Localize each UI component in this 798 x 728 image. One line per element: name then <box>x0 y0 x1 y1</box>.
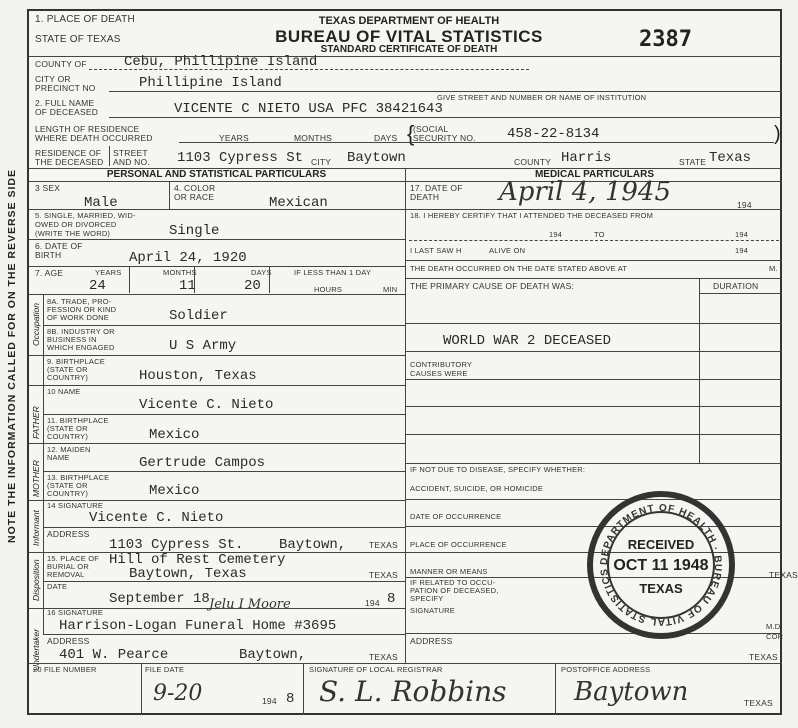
dob-label-1: 6. DATE OF <box>35 241 83 251</box>
dod-label-2: DEATH <box>410 192 440 202</box>
res-city-label: CITY <box>311 157 332 167</box>
md-label: M.D. <box>766 622 783 631</box>
name-label-2: OF DECEASED <box>35 107 99 117</box>
mother-birthplace-value: Mexico <box>149 483 200 499</box>
dod-label-1: 17. DATE OF <box>410 183 463 193</box>
maiden-label-1: 12. MAIDEN <box>47 445 91 454</box>
mother-side-label: MOTHER <box>31 460 41 497</box>
industry-label-1: 8B. INDUSTRY OR <box>47 327 115 336</box>
father-birthplace-label-3: COUNTRY) <box>47 432 89 441</box>
days-label: DAYS <box>374 133 398 143</box>
marital-label-3: (WRITE THE WORD) <box>35 229 111 238</box>
related-label-1: IF RELATED TO OCCU- <box>410 578 496 587</box>
registrar-signature: S. L. Robbins <box>319 675 507 708</box>
manner-label: MANNER OR MEANS <box>410 567 488 576</box>
manner-texas-label: TEXAS <box>769 570 798 580</box>
undertaker-address-label: ADDRESS <box>47 636 90 646</box>
medical-section-title: MEDICAL PARTICULARS <box>534 169 655 180</box>
informant-city-value: Baytown, <box>279 537 347 553</box>
informant-side-label: Informant <box>31 510 41 546</box>
undertaker-address-value: 401 W. Pearce <box>59 647 169 663</box>
county-label: COUNTY OF <box>35 59 87 69</box>
certify-label: 18. I HEREBY CERTIFY THAT I ATTENDED THE DECEASED FROM <box>410 211 654 220</box>
footer-texas-label: TEXAS <box>744 698 773 708</box>
burial-year-print: 194 <box>365 598 380 608</box>
city-label-1: CITY OR <box>35 74 71 84</box>
res-city-value: Baytown <box>347 150 406 166</box>
primary-cause-label: THE PRIMARY CAUSE OF DEATH WAS: <box>410 281 575 291</box>
father-birthplace-label-1: 11. BIRTHPLACE <box>47 416 109 425</box>
mother-birthplace-label-2: (STATE OR <box>47 481 88 490</box>
primary-cause-value: WORLD WAR 2 DECEASED <box>443 333 612 349</box>
sex-label: 3 SEX <box>35 183 61 193</box>
received-stamp <box>587 491 735 639</box>
burial-texas-label: TEXAS <box>369 570 398 580</box>
industry-label-3: WHICH ENGAGED <box>47 343 115 352</box>
street-label-1: STREET <box>113 148 148 158</box>
file-date-value: 9-20 <box>153 681 203 706</box>
undertaker-name-value: Harrison-Logan Funeral Home #3695 <box>59 618 337 634</box>
undertaker-signature-value: Jelu I Moore <box>209 597 291 612</box>
street-value: 1103 Cypress St <box>177 150 304 166</box>
institution-label: GIVE STREET AND NUMBER OR NAME OF INSTITUTION <box>437 93 647 102</box>
sex-value: Male <box>84 195 118 211</box>
file-date-label: FILE DATE <box>145 665 185 674</box>
certify-from-year: 194 <box>549 230 563 239</box>
maiden-value: Gertrude Campos <box>139 455 266 471</box>
father-birthplace-label-2: (STATE OR <box>47 424 88 433</box>
less-than-day-label: IF LESS THAN 1 DAY <box>294 268 372 277</box>
burial-place-line-1: Hill of Rest Cemetery <box>109 552 286 568</box>
related-label-3: SPECIFY <box>410 594 444 603</box>
father-name-label: 10 NAME <box>47 387 81 396</box>
post-office-label: POSTOFFICE ADDRESS <box>561 665 651 674</box>
medical-address-label: ADDRESS <box>410 636 453 646</box>
bureau-title: BUREAU OF VITAL STATISTICS <box>275 27 543 46</box>
medical-signature-label: SIGNATURE <box>410 606 455 615</box>
age-days-label: DAYS <box>251 268 272 277</box>
birthplace-value: Houston, Texas <box>139 368 257 384</box>
burial-place-line-2: Baytown, Texas <box>129 566 247 582</box>
alive-on-label: ALIVE ON <box>489 246 526 255</box>
city-label-2: PRECINCT NO <box>35 83 96 93</box>
dob-label-2: BIRTH <box>35 250 62 260</box>
dod-year-print: 194 <box>737 200 752 210</box>
marital-label-2: OWED OR DIVORCED <box>35 220 117 229</box>
informant-address-label: ADDRESS <box>47 529 90 539</box>
stamp-date: OCT 11 1948 <box>613 557 709 574</box>
undertaker-city-value: Baytown, <box>239 647 307 663</box>
trade-label-1: 8A. TRADE, PRO- <box>47 297 112 306</box>
certificate-number: 2387 <box>639 27 692 52</box>
ssn-label-1: (SOCIAL <box>413 124 449 134</box>
informant-address-value: 1103 Cypress St. <box>109 537 244 553</box>
state-label: STATE OF TEXAS <box>35 34 121 45</box>
occurred-label: THE DEATH OCCURRED ON THE DATE STATED ABOVE AT <box>410 264 628 273</box>
contributory-label-1: CONTRIBUTORY <box>410 360 473 369</box>
residence-label-2: THE DECEASED <box>35 157 104 167</box>
name-label-1: 2. FULL NAME <box>35 98 95 108</box>
trade-label-3: OF WORK DONE <box>47 313 109 322</box>
birthplace-label-1: 9. BIRTHPLACE <box>47 357 105 366</box>
file-year-print: 194 <box>262 696 277 706</box>
place-occurrence-label: PLACE OF OCCURRENCE <box>410 540 507 549</box>
dod-value: April 4, 1945 <box>499 177 671 207</box>
color-label-1: 4. COLOR <box>174 183 216 193</box>
stamp-state: TEXAS <box>639 581 683 596</box>
contributory-label-2: CAUSES WERE <box>410 369 468 378</box>
mother-birthplace-label-1: 13. BIRTHPLACE <box>47 473 110 482</box>
undertaker-signature-label: 16 SIGNATURE <box>47 608 104 617</box>
age-months-value: 11 <box>179 278 196 294</box>
deceased-name: VICENTE C NIETO USA PFC 38421643 <box>174 101 443 117</box>
reverse-side-note: NOTE THE INFORMATION CALLED FOR ON THE REVERSE SIDE <box>6 169 18 543</box>
department-title: TEXAS DEPARTMENT OF HEALTH <box>318 15 500 27</box>
ssn-value: 458-22-8134 <box>507 126 600 142</box>
res-county-label: COUNTY <box>514 157 552 167</box>
age-label: 7. AGE <box>35 268 64 278</box>
not-disease-label: IF NOT DUE TO DISEASE, SPECIFY WHETHER: <box>410 465 586 474</box>
residence-length-label-1: LENGTH OF RESIDENCE <box>35 124 140 134</box>
last-saw-label: I LAST SAW H <box>410 246 462 255</box>
city-value: Phillipine Island <box>139 75 282 91</box>
place-of-death-label: 1. PLACE OF DEATH <box>35 14 135 25</box>
county-value: Cebu, Phillipine Island <box>124 54 318 70</box>
industry-value: U S Army <box>169 338 237 354</box>
post-office-value: Baytown <box>574 677 689 707</box>
marital-value: Single <box>169 223 220 239</box>
marital-label-1: 5. SINGLE, MARRIED, WID- <box>35 211 136 220</box>
related-label-2: PATION OF DECEASED, <box>410 586 499 595</box>
cor-label: COR <box>766 632 784 641</box>
file-number-label: 20 FILE NUMBER <box>33 665 97 674</box>
birthplace-label-3: COUNTRY) <box>47 373 89 382</box>
burial-year-value: 8 <box>387 591 396 607</box>
burial-label-3: REMOVAL <box>47 570 85 579</box>
undertaker-texas-label: TEXAS <box>369 652 398 662</box>
age-days-value: 20 <box>244 278 261 294</box>
age-years-value: 24 <box>89 278 106 294</box>
years-label: YEARS <box>219 133 249 143</box>
svg-text:DEPARTMENT OF HEALTH · BUREAU: DEPARTMENT OF HEALTH · BUREAU OF VITAL STATISTICS <box>598 502 724 628</box>
res-county-value: Harris <box>561 150 612 166</box>
personal-section-title: PERSONAL AND STATISTICAL PARTICULARS <box>106 169 327 180</box>
burial-label-2: BURIAL OR <box>47 562 89 571</box>
ssn-label-2: SECURITY NO. <box>413 133 476 143</box>
occurred-m-label: M. <box>769 264 778 273</box>
stamp-received: RECEIVED <box>627 537 695 552</box>
res-state-value: Texas <box>709 150 752 166</box>
res-state-label: STATE <box>679 157 707 167</box>
residence-label-1: RESIDENCE OF <box>35 148 102 158</box>
mother-birthplace-label-3: COUNTRY) <box>47 489 89 498</box>
undertaker-side-label: Undertaker <box>31 628 41 671</box>
certify-to-label: TO <box>594 230 605 239</box>
file-year-value: 8 <box>286 691 295 707</box>
alive-on-year: 194 <box>735 246 749 255</box>
father-name-value: Vicente C. Nieto <box>139 397 274 413</box>
medical-texas-label: TEXAS <box>749 652 778 662</box>
certify-to-year: 194 <box>735 230 749 239</box>
birthplace-label-2: (STATE OR <box>47 365 88 374</box>
father-birthplace-value: Mexico <box>149 427 200 443</box>
min-label: MIN <box>383 285 398 294</box>
age-months-label: MONTHS <box>163 268 197 277</box>
trade-value: Soldier <box>169 308 228 324</box>
death-certificate: 1. PLACE OF DEATH STATE OF TEXAS TEXAS DEPARTMENT OF HEALTH BUREAU OF VITAL STATISTICS STANDARD CERTIFICATE OF DEATH 2387 COUNTY OF Cebu, Phillipine Island CITY OR PRECINCT NO Phillipine Island GIVE STREET AND NUMBER OR NAME OF INSTITUTION 2. FULL NAME OF DECEASED VICENTE C NIETO USA PFC 38421643 LENGTH OF RESIDENCE WHERE DEATH OCCURRED YEARS MONTHS DAYS { (SOCIAL SECURITY NO. 458-22-8134 ) RESIDENCE OF THE DECEASED STREET AND NO. 1103 Cypress St CITY Baytown COUNTY Harris STATE Texas PERSONAL AND STATISTICAL PARTICULARS MEDICAL PARTICULARS 3 SEX Male 4. COLOR OR RACE Mexican 5. SINGLE, MARRIED, WID- OWED OR DIVORCED (WRITE THE WORD) Single 6. DATE OF BIRTH April 24, 1920 7. AGE YEARS 24 MONTHS 11 DAYS 20 IF LESS THAN 1 DAY HOURS MIN Occupation 8A. TRADE, PRO- FESSION OR KIND OF WORK DONE Soldier 8B. INDUSTRY OR BUSINESS IN WHICH ENGAGED U S Army 9. BIRTHPLACE (STATE OR COUNTRY) Houston, Texas FATHER 10 NAME Vicente C. Nieto 11. BIRTHPLACE (STATE OR COUNTRY) Mexico MOTHER 12. MAIDEN NAME Gertrude Campos 13. BIRTHPLACE (STATE OR COUNTRY) Mexico Informant 14 SIGNATURE Vicente C. Nieto ADDRESS 1103 Cypress St. Baytown, TEXAS Disposition 15. PLACE OF BURIAL OR REMOVAL Hill of Rest Cemetery Baytown, Texas TEXAS DATE September 18 194 8 Undertaker 16 SIGNATURE Jelu I Moore Harrison-Logan Funeral Home #3695 ADDRESS 401 W. Pearce Baytown, TEXAS 17. DATE OF DEATH April 4, 1945 194 18. I HEREBY CERTIFY THAT I ATTENDED THE DECEASED FROM 194 TO 194 I LAST SAW H ALIVE ON 194 THE DEATH OCCURRED ON THE DATE STATED ABOVE AT M. THE PRIMARY CAUSE OF DEATH WAS: DURATION WORLD WAR 2 DECEASED CONTRIBUTORY CAUSES WERE IF NOT DUE TO DISEASE, SPECIFY WHETHER: ACCIDENT, SUICIDE, OR HOMICIDE DATE OF OCCURRENCE PLACE OF OCCURRENCE MANNER OR MEANS IF RELATED TO OCCU- PATION OF DECEASED, SPECIFY TEXAS SIGNATURE M.D. COR ADDRESS TEXAS DEPARTMENT OF HEALTH · BUREAU OF VITAL STATISTICS RECEIVED OCT 11 1948 TEXAS 20 FILE NUMBER FILE DATE 9-20 194 8 SIGNATURE OF LOCAL REGISTRAR S. L. Robbins POSTOFFICE ADDRESS Baytown TEXAS <box>27 9 782 715</box>
occupation-side-label: Occupation <box>31 303 41 346</box>
certificate-title: STANDARD CERTIFICATE OF DEATH <box>320 44 498 55</box>
father-side-label: FATHER <box>31 406 41 439</box>
street-label-2: AND NO. <box>113 157 150 167</box>
industry-label-2: BUSINESS IN <box>47 335 97 344</box>
dob-value: April 24, 1920 <box>129 250 247 266</box>
date-occurrence-label: DATE OF OCCURRENCE <box>410 512 502 521</box>
burial-label-1: 15. PLACE OF <box>47 554 100 563</box>
registrar-label: SIGNATURE OF LOCAL REGISTRAR <box>309 665 443 674</box>
duration-label: DURATION <box>713 281 759 291</box>
color-label-2: OR RACE <box>174 192 215 202</box>
age-years-label: YEARS <box>95 268 122 277</box>
hours-label: HOURS <box>314 285 343 294</box>
informant-texas-label: TEXAS <box>369 540 398 550</box>
disposition-side-label: Disposition <box>31 559 41 601</box>
months-label: MONTHS <box>294 133 333 143</box>
accident-label: ACCIDENT, SUICIDE, OR HOMICIDE <box>410 484 544 493</box>
burial-date-value: September 18 <box>109 591 210 607</box>
maiden-label-2: NAME <box>47 453 70 462</box>
residence-length-label-2: WHERE DEATH OCCURRED <box>35 133 153 143</box>
color-value: Mexican <box>269 195 328 211</box>
burial-date-label: DATE <box>47 582 68 591</box>
informant-signature-label: 14 SIGNATURE <box>47 501 104 510</box>
trade-label-2: FESSION OR KIND <box>47 305 117 314</box>
informant-signature-value: Vicente C. Nieto <box>89 510 224 526</box>
